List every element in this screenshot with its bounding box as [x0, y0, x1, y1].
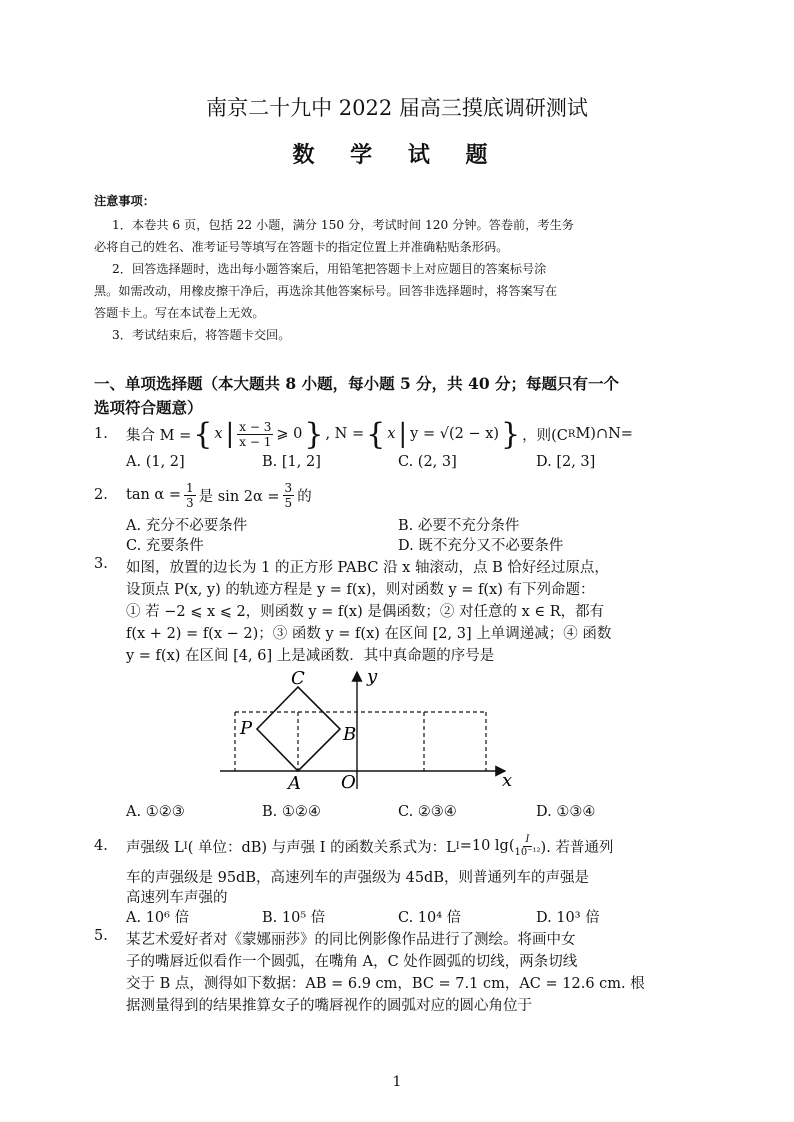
- notice-line: 黑。如需改动，用橡皮擦干净后，再选涂其他答案标号。回答非选择题时，将答案写在: [94, 284, 558, 298]
- notice-line: 答题卡上。写在本试卷上无效。: [94, 306, 265, 320]
- question-5-line: 子的嘴唇近似看作一个圆弧，在嘴角 A，C 处作圆弧的切线，两条切线: [126, 954, 578, 970]
- q1-sub: R: [567, 428, 576, 440]
- fraction-denominator: 10⁻¹²: [514, 846, 541, 858]
- q2-fraction: [283, 481, 295, 510]
- rolling-square-figure: [200, 664, 540, 794]
- section-heading: 一、单项选择题（本大题共 8 小题，每小题 5 分，共 40 分；每题只有一个: [94, 374, 620, 393]
- question-number: 4.: [94, 838, 108, 854]
- question-4-line: 车的声强级是 95dB，高速列车的声强级为 45dB，则普通列车的声强是: [126, 870, 589, 886]
- brace-right-icon: }: [304, 416, 324, 452]
- option-D[interactable]: D. 既不充分又不必要条件: [398, 538, 564, 554]
- question-4: [94, 828, 613, 864]
- q1-var: x: [214, 426, 223, 442]
- question-5-line: 某艺术爱好者对《蒙娜丽莎》的同比例影像作品进行了测绘。将画中女: [126, 932, 576, 948]
- label-B: B: [343, 724, 357, 745]
- notice-line: 1．本卷共 6 页，包括 22 小题，满分 150 分，考试时间 120 分钟。答卷前，考生务: [112, 218, 574, 232]
- exam-title: 南京二十九中 2022 届高三摸底调研测试: [206, 96, 588, 120]
- section-heading-cont: 选项符合题意）: [94, 398, 203, 417]
- option-C[interactable]: C. ②③④: [398, 804, 457, 820]
- notice-line: 2．回答选择题时，选出每小题答案后，用铅笔把答题卡上对应题目的答案标号涂: [112, 262, 547, 276]
- q4-text: ). 若普通列: [540, 839, 614, 856]
- option-C[interactable]: C. 充要条件: [126, 538, 204, 554]
- question-3-line: ① 若 −2 ⩽ x ⩽ 2，则函数 y = f(x) 是偶函数；② 对任意的 x ∈ R，都有: [126, 604, 605, 620]
- question-1: [94, 414, 633, 454]
- q4-sub: I: [183, 840, 188, 852]
- q2-fraction: [184, 481, 196, 510]
- label-O: O: [341, 772, 356, 793]
- option-D[interactable]: D. 10³ 倍: [536, 910, 600, 926]
- option-B[interactable]: B. ①②④: [262, 804, 321, 820]
- question-3-line: 如图，放置的边长为 1 的正方形 PABC 沿 x 轴滚动，点 B 恰好经过原点，: [126, 560, 609, 576]
- option-A[interactable]: A. 充分不必要条件: [126, 518, 248, 534]
- brace-right-icon: }: [501, 416, 521, 452]
- bar-icon: |: [225, 419, 235, 449]
- option-D[interactable]: D. [2, 3]: [536, 454, 596, 470]
- q1-text: ，则(C: [522, 427, 568, 444]
- q1-cond: y = √(2 − x): [410, 426, 500, 442]
- fraction-denominator: 5: [284, 495, 293, 510]
- q2-text: 的: [297, 488, 312, 505]
- q1-text: M)∩N=: [575, 426, 633, 442]
- brace-left-icon: {: [193, 416, 213, 452]
- bar-icon: |: [398, 419, 408, 449]
- notice-heading: 注意事项：: [94, 194, 155, 208]
- question-3-line: 设顶点 P(x, y) 的轨迹方程是 y = f(x)，则对函数 y = f(x) 有下列命题：: [126, 582, 595, 598]
- option-A[interactable]: A. 10⁶ 倍: [126, 910, 190, 926]
- fraction-numerator: 3: [284, 480, 293, 495]
- question-2: [94, 476, 312, 514]
- notice-line: 必将自己的姓名、准考证号等填写在答题卡的指定位置上并准确粘贴条形码。: [94, 240, 509, 254]
- option-B[interactable]: B. 必要不充分条件: [398, 518, 520, 534]
- fraction-denominator: 3: [185, 495, 194, 510]
- question-number: 2.: [94, 487, 108, 503]
- q1-fraction: [237, 420, 273, 449]
- question-5-line: 交于 B 点，测得如下数据：AB = 6.9 cm，BC = 7.1 cm，AC = 12.6 cm. 根: [126, 976, 645, 992]
- question-number: 3.: [94, 556, 108, 572]
- option-C[interactable]: C. 10⁴ 倍: [398, 910, 462, 926]
- question-5-line: 据测量得到的结果推算女子的嘴唇视作的圆弧对应的圆心角位于: [126, 998, 532, 1014]
- question-3-line: f(x + 2) = f(x − 2)；③ 函数 y = f(x) 在区间 [2, 3] 上单调递减；④ 函数: [126, 626, 612, 642]
- option-A[interactable]: A. ①②③: [126, 804, 185, 820]
- q1-text: 集合 M =: [126, 427, 192, 444]
- label-C: C: [291, 668, 305, 689]
- q4-fraction: [515, 834, 541, 859]
- page-number: 1: [392, 1074, 402, 1090]
- notice-line: 3．考试结束后，将答题卡交回。: [112, 328, 291, 342]
- exam-subtitle: 数 学 试 题: [292, 142, 502, 168]
- q2-text: tan α =: [126, 487, 181, 503]
- dashed-grid: [235, 712, 486, 771]
- label-P: P: [240, 718, 253, 739]
- question-3-line: y = f(x) 在区间 [4, 6] 上是减函数．其中真命题的序号是: [126, 648, 495, 664]
- option-C[interactable]: C. (2, 3]: [398, 454, 457, 470]
- q4-text: =10 lg(: [459, 838, 515, 854]
- option-D[interactable]: D. ①③④: [536, 804, 596, 820]
- option-A[interactable]: A. (1, 2]: [126, 454, 185, 470]
- q1-cond: ⩾ 0: [276, 426, 303, 442]
- fraction-numerator: x − 3: [239, 419, 272, 434]
- brace-left-icon: {: [366, 416, 386, 452]
- fraction-denominator: x − 1: [239, 434, 272, 449]
- q4-text: ( 单位：dB) 与声强 I 的函数关系式为：L: [187, 839, 456, 856]
- question-number: 5.: [94, 928, 108, 944]
- option-B[interactable]: B. 10⁵ 倍: [262, 910, 326, 926]
- question-4-line: 高速列车声强的: [126, 890, 228, 906]
- fraction-numerator: I: [523, 834, 533, 847]
- question-number: 1.: [94, 426, 108, 442]
- label-y: y: [367, 666, 378, 687]
- label-x: x: [502, 770, 513, 791]
- fraction-numerator: 1: [185, 480, 194, 495]
- q1-text: , N =: [325, 426, 365, 442]
- q1-var: x: [387, 426, 396, 442]
- label-A: A: [288, 773, 301, 794]
- q4-sub: I: [455, 840, 460, 852]
- option-B[interactable]: B. [1, 2]: [262, 454, 321, 470]
- q4-text: 声强级 L: [126, 839, 184, 856]
- q2-text: 是 sin 2α =: [198, 488, 280, 505]
